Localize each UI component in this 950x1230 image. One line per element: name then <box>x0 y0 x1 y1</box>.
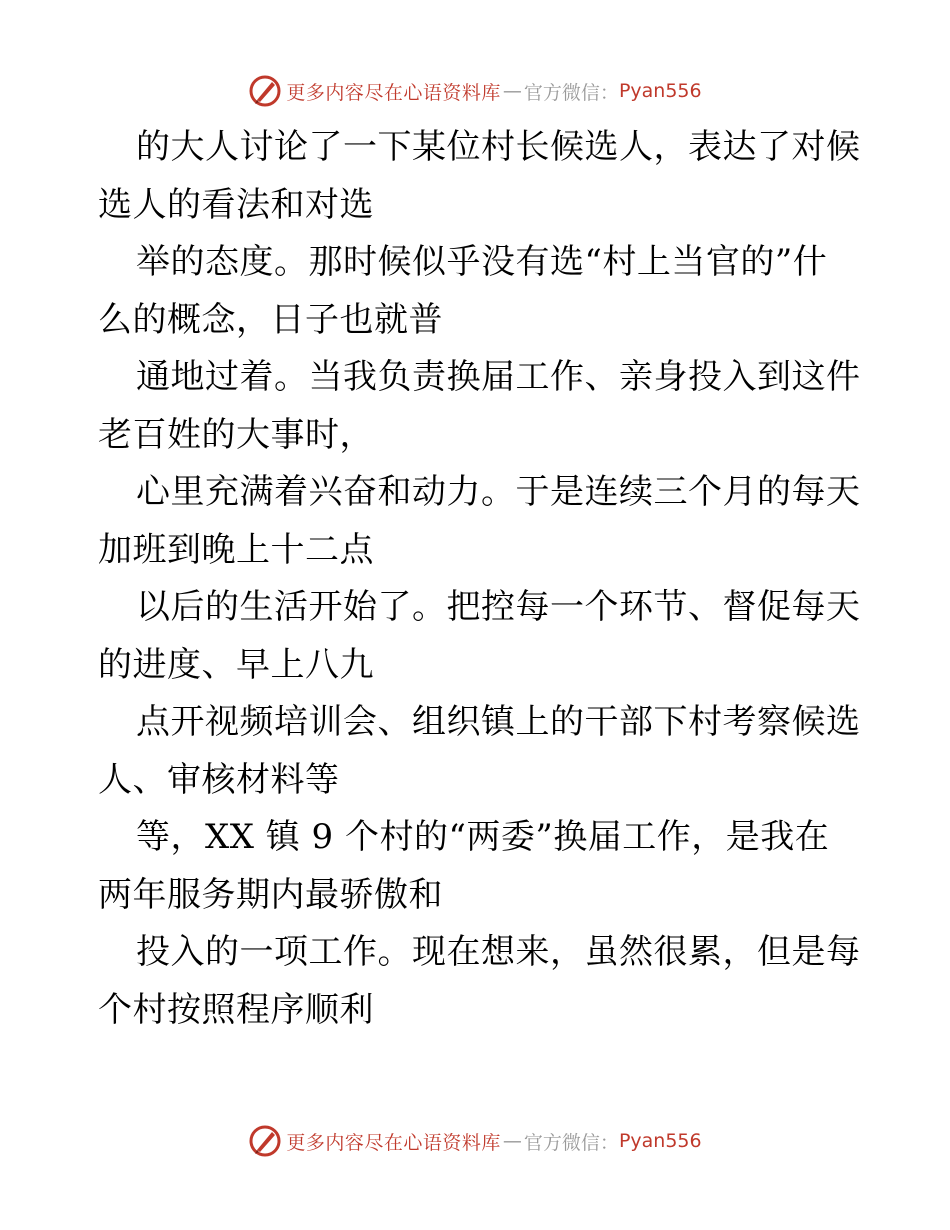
paragraph-line: 的进度、早上八九 <box>98 644 374 685</box>
paragraph-line: 以后的生活开始了。把控每一个环节、督促每天 <box>136 587 861 627</box>
paragraph-line: 老百姓的大事时， <box>98 414 374 455</box>
header-watermark <box>0 72 950 110</box>
watermark-brand: 更多内容尽在心语资料库 <box>286 81 501 104</box>
watermark-contact-id: Pyan556 <box>618 80 702 102</box>
paragraph-line: 等，XX 镇 9 个村的“两委”换届工作，是我在 <box>136 817 830 857</box>
watermark-contact-label: 官方微信： <box>523 1131 619 1154</box>
footer-watermark <box>0 1122 950 1160</box>
watermark-dash: — <box>502 1130 522 1152</box>
paragraph-line: 么的概念，日子也就普 <box>98 299 443 340</box>
paragraph-line: 通地过着。当我负责换届工作、亲身投入到这件 <box>136 357 861 397</box>
paragraph-line: 举的态度。那时候似乎没有选“村上当官的”什 <box>136 242 828 282</box>
paragraph-line: 加班到晚上十二点 <box>98 529 374 570</box>
watermark-brand: 更多内容尽在心语资料库 <box>286 1131 501 1154</box>
paragraph-line: 两年服务期内最骄傲和 <box>98 874 443 915</box>
paragraph-line: 点开视频培训会、组织镇上的干部下村考察候选 <box>136 702 861 742</box>
paragraph-line: 人、审核材料等 <box>98 759 340 800</box>
paragraph-line: 心里充满着兴奋和动力。于是连续三个月的每天 <box>136 472 861 512</box>
quill-pen-logo-icon <box>248 1124 282 1158</box>
watermark-contact-label: 官方微信： <box>523 81 619 104</box>
document-body <box>98 119 861 1039</box>
paragraph-line: 个村按照程序顺利 <box>98 989 374 1030</box>
watermark-dash: — <box>502 80 522 102</box>
watermark-contact-id: Pyan556 <box>618 1130 702 1152</box>
paragraph-line: 投入的一项工作。现在想来，虽然很累，但是每 <box>136 932 861 972</box>
paragraph-line: 的大人讨论了一下某位村长候选人，表达了对候 <box>136 127 861 167</box>
quill-pen-logo-icon <box>248 74 282 108</box>
paragraph-line: 选人的看法和对选 <box>98 184 374 225</box>
